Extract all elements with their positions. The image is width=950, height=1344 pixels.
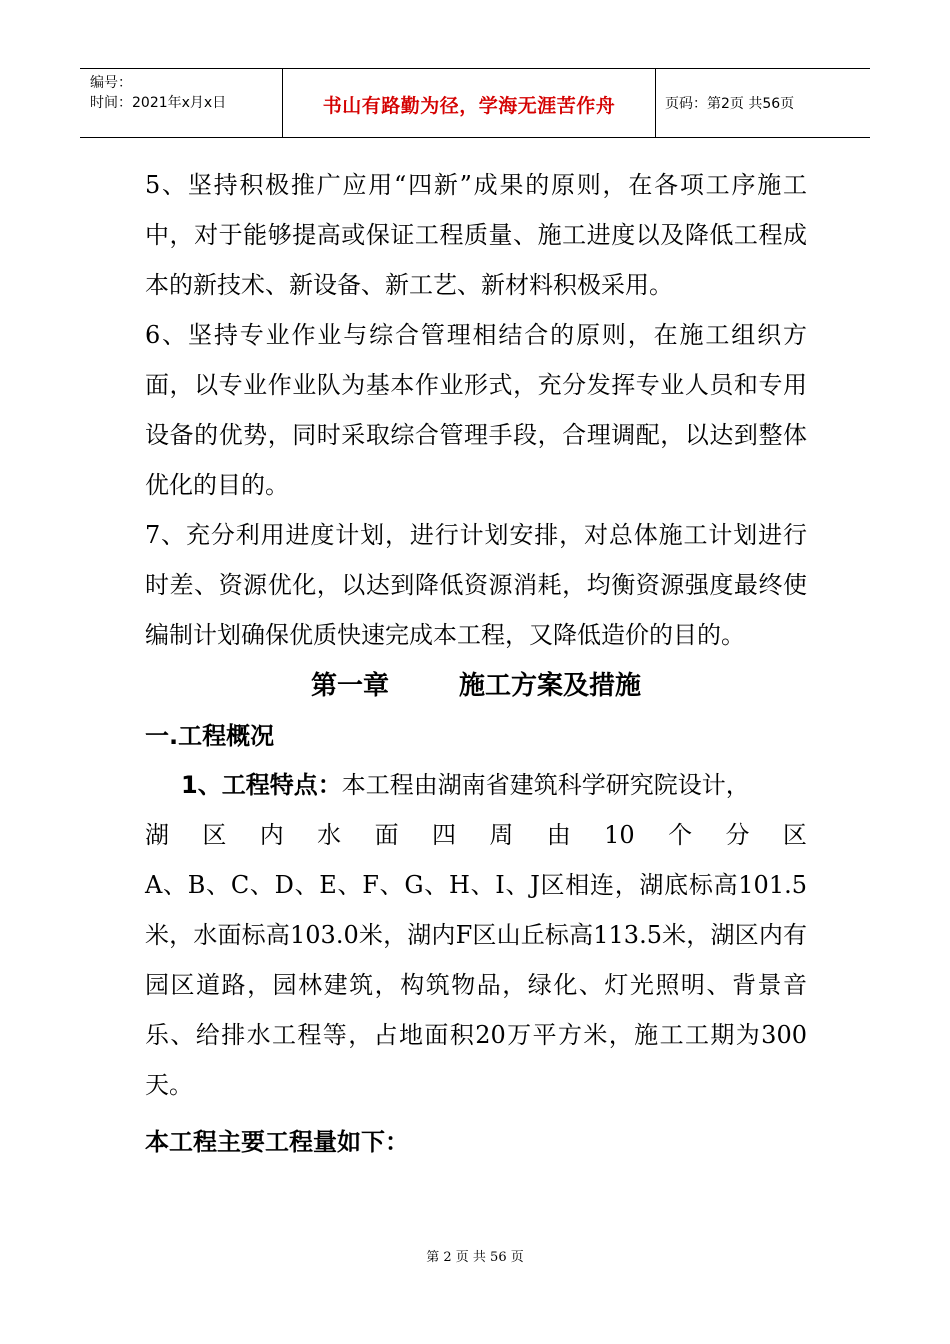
spread-char: 四 xyxy=(431,821,456,849)
spread-char: 分 xyxy=(725,821,750,849)
chapter-number: 第一章 xyxy=(310,671,389,701)
document-body xyxy=(145,160,807,1166)
header-table xyxy=(80,68,870,138)
feature-spread-line xyxy=(145,810,807,860)
feature-first-line xyxy=(145,760,807,810)
document-date-label: 时间：2021年x月x日 xyxy=(90,95,227,111)
paragraph-principle-5: 5、坚持积极推广应用“四新”成果的原则，在各项工序施工中，对于能够提高或保证工程质量、施工进度以及降低工程成本的新技术、新设备、新工艺、新材料积极采用。 xyxy=(145,171,807,299)
spread-char: 区 xyxy=(202,821,227,849)
paragraph-principle-7: 7、充分利用进度计划，进行计划安排，对总体施工计划进行时差、资源优化，以达到降低资源消耗，均衡资源强度最终使编制计划确保优质快速完成本工程，又降低造价的目的。 xyxy=(145,521,807,649)
spread-char: 10 xyxy=(604,821,635,849)
header-motto: 书山有路勤为径，学海无涯苦作舟 xyxy=(322,95,616,117)
header-page-cell xyxy=(655,69,870,137)
feature-lead: 1、工程特点： xyxy=(181,771,342,799)
spread-char: 内 xyxy=(259,821,284,849)
chapter-heading xyxy=(145,660,807,712)
header-motto-cell xyxy=(282,69,656,137)
section-heading: 一.工程概况 xyxy=(145,722,275,750)
spread-char: 个 xyxy=(668,821,693,849)
paragraph-principle-6: 6、坚持专业作业与综合管理相结合的原则，在施工组织方面，以专业作业队为基本作业形式，充分发挥专业人员和专用设备的优势，同时采取综合管理手段，合理调配，以达到整体优化的目的。 xyxy=(145,321,807,499)
spread-char: 区 xyxy=(782,821,807,849)
spread-char: 水 xyxy=(317,821,342,849)
feature-text-rest: A、B、C、D、E、F、G、H、I、J区相连，湖底标高101.5米，水面标高103.0米，湖内F区山丘标高113.5米，湖区内有园区道路，园林建筑，构筑物品，绿化、灯光照明、背景音乐、给排水工程等，占地面积20万平方米，施工工期为300天。 xyxy=(145,871,807,1099)
quantities-heading: 本工程主要工程量如下： xyxy=(145,1128,409,1156)
header-page-number: 页码：第2页 共56页 xyxy=(665,96,795,112)
chapter-title: 施工方案及措施 xyxy=(459,671,642,701)
footer-page-number: 第 2 页 共 56 页 xyxy=(426,1250,524,1265)
header-info-cell xyxy=(80,69,282,137)
feature-text-line1: 本工程由湖南省建筑科学研究院设计， xyxy=(341,771,750,799)
document-number-label: 编号： xyxy=(90,75,132,91)
spread-char: 湖 xyxy=(145,821,169,849)
spread-char: 周 xyxy=(489,821,514,849)
spread-char: 面 xyxy=(374,821,399,849)
spread-char: 由 xyxy=(546,821,571,849)
